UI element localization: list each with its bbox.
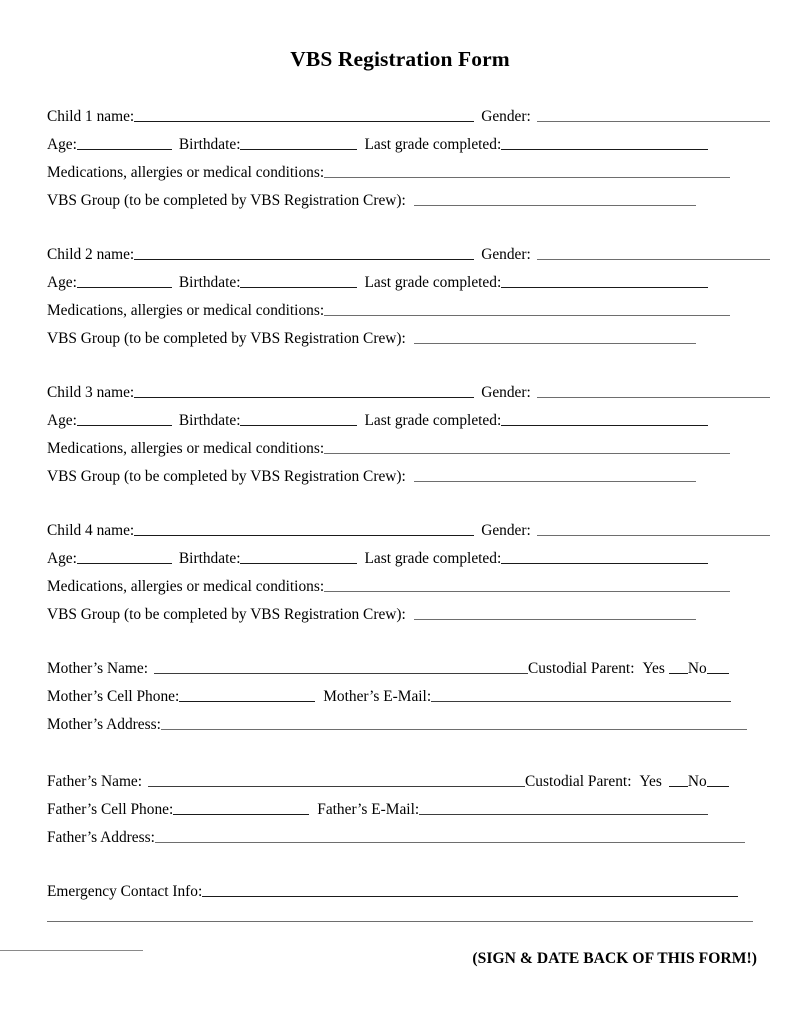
emergency-contact-label: Emergency Contact Info:	[47, 883, 203, 900]
child-1-birthdate-label: Birthdate:	[178, 136, 241, 153]
child-4-medications-field[interactable]	[324, 578, 730, 592]
child-1-vbs-group-row	[47, 190, 753, 212]
mother-custodial-yes-checkbox[interactable]	[669, 660, 688, 674]
child-3-gender-field[interactable]	[537, 384, 770, 398]
child-2-vbs-group-row	[47, 328, 753, 350]
child-4-vbs-group-row	[47, 604, 753, 626]
father-cell-phone-field[interactable]	[173, 801, 309, 815]
page-title: VBS Registration Form	[290, 47, 510, 71]
child-1-age-label: Age:	[47, 136, 77, 153]
mother-cell-phone-row	[47, 686, 753, 708]
father-address-label: Father’s Address:	[47, 829, 155, 846]
father-cell-phone-label: Father’s Cell Phone:	[47, 801, 174, 818]
child-2-vbs-group-field[interactable]	[414, 330, 696, 344]
child-2-age-row	[47, 272, 753, 294]
child-1-name-row	[47, 106, 753, 128]
child-2-name-field[interactable]	[134, 246, 474, 260]
mother-name-row	[47, 658, 753, 680]
father-name-label: Father’s Name:	[47, 773, 143, 790]
child-3-age-row	[47, 410, 753, 432]
father-email-field[interactable]	[419, 801, 708, 815]
child-4-name-row	[47, 520, 753, 542]
father-cell-phone-row	[47, 799, 753, 821]
child-1-medications-row	[47, 162, 753, 184]
child-3-medications-field[interactable]	[324, 440, 730, 454]
child-3-medications-label: Medications, allergies or medical conditions:	[47, 440, 325, 457]
child-4-birthdate-field[interactable]	[240, 550, 357, 564]
child-1-name-label: Child 1 name:	[47, 108, 135, 125]
child-1-last-grade-field[interactable]	[501, 136, 708, 150]
child-3-vbs-group-row	[47, 466, 753, 488]
child-4-age-field[interactable]	[77, 550, 172, 564]
mother-custodial-no-checkbox[interactable]	[707, 660, 729, 674]
child-4-vbs-group-label: VBS Group (to be completed by VBS Registration Crew):	[47, 606, 406, 623]
mother-custodial-label: Custodial Parent:	[528, 660, 635, 677]
child-4-medications-label: Medications, allergies or medical conditions:	[47, 578, 325, 595]
child-3-birthdate-label: Birthdate:	[178, 412, 241, 429]
child-2-birthdate-label: Birthdate:	[178, 274, 241, 291]
mother-address-row	[47, 714, 753, 736]
child-1-medications-field[interactable]	[324, 164, 730, 178]
mother-custodial-no-label: No	[687, 660, 707, 677]
father-custodial-no-checkbox[interactable]	[707, 773, 729, 787]
child-4-gender-field[interactable]	[537, 522, 770, 536]
child-1-medications-label: Medications, allergies or medical conditions:	[47, 164, 325, 181]
father-custodial-yes-checkbox[interactable]	[669, 773, 688, 787]
child-1-vbs-group-label: VBS Group (to be completed by VBS Registration Crew):	[47, 192, 406, 209]
child-2-last-grade-field[interactable]	[501, 274, 708, 288]
child-4-medications-row	[47, 576, 753, 598]
child-2-age-label: Age:	[47, 274, 77, 291]
child-3-last-grade-field[interactable]	[501, 412, 708, 426]
mother-custodial-yes-label: Yes	[642, 660, 665, 677]
child-3-age-field[interactable]	[77, 412, 172, 426]
child-3-vbs-group-field[interactable]	[414, 468, 696, 482]
child-3-gender-label: Gender:	[481, 384, 531, 401]
child-4-name-label: Child 4 name:	[47, 522, 135, 539]
father-custodial-yes-label: Yes	[639, 773, 662, 790]
emergency-contact-field[interactable]	[202, 883, 738, 897]
child-1-last-grade-label: Last grade completed:	[364, 136, 502, 153]
child-3-age-label: Age:	[47, 412, 77, 429]
mother-address-label: Mother’s Address:	[47, 716, 161, 733]
mother-email-field[interactable]	[431, 688, 731, 702]
emergency-contact-continuation-field[interactable]	[47, 921, 753, 922]
father-name-field[interactable]	[148, 773, 525, 787]
child-1-age-field[interactable]	[77, 136, 172, 150]
child-4-birthdate-label: Birthdate:	[178, 550, 241, 567]
father-address-field[interactable]	[155, 829, 745, 843]
child-2-vbs-group-label: VBS Group (to be completed by VBS Registration Crew):	[47, 330, 406, 347]
sign-and-date-notice: (SIGN & DATE BACK OF THIS FORM!)	[472, 950, 757, 967]
child-1-birthdate-field[interactable]	[240, 136, 357, 150]
child-3-birthdate-field[interactable]	[240, 412, 357, 426]
child-2-gender-field[interactable]	[537, 246, 770, 260]
child-1-gender-label: Gender:	[481, 108, 531, 125]
child-4-age-row	[47, 548, 753, 570]
child-3-name-field[interactable]	[134, 384, 474, 398]
child-4-last-grade-field[interactable]	[501, 550, 708, 564]
child-1-name-field[interactable]	[134, 108, 474, 122]
child-2-gender-label: Gender:	[481, 246, 531, 263]
mother-cell-phone-label: Mother’s Cell Phone:	[47, 688, 180, 705]
child-3-name-row	[47, 382, 753, 404]
child-1-age-row	[47, 134, 753, 156]
mother-name-field[interactable]	[154, 660, 528, 674]
emergency-contact-row	[47, 881, 753, 903]
mother-address-field[interactable]	[161, 716, 747, 730]
child-2-medications-field[interactable]	[324, 302, 730, 316]
father-email-label: Father’s E-Mail:	[317, 801, 420, 818]
child-2-medications-label: Medications, allergies or medical conditions:	[47, 302, 325, 319]
child-2-last-grade-label: Last grade completed:	[364, 274, 502, 291]
child-2-age-field[interactable]	[77, 274, 172, 288]
mother-email-label: Mother’s E-Mail:	[323, 688, 432, 705]
mother-cell-phone-field[interactable]	[179, 688, 315, 702]
child-4-age-label: Age:	[47, 550, 77, 567]
child-1-gender-field[interactable]	[537, 108, 770, 122]
father-custodial-label: Custodial Parent:	[525, 773, 632, 790]
mother-name-label: Mother’s Name:	[47, 660, 149, 677]
child-3-vbs-group-label: VBS Group (to be completed by VBS Registration Crew):	[47, 468, 406, 485]
father-address-row	[47, 827, 753, 849]
child-1-vbs-group-field[interactable]	[414, 192, 696, 206]
child-3-name-label: Child 3 name:	[47, 384, 135, 401]
child-4-name-field[interactable]	[134, 522, 474, 536]
child-3-last-grade-label: Last grade completed:	[364, 412, 502, 429]
child-4-vbs-group-field[interactable]	[414, 606, 696, 620]
child-2-medications-row	[47, 300, 753, 322]
father-name-row	[47, 771, 753, 793]
child-4-last-grade-label: Last grade completed:	[364, 550, 502, 567]
child-3-medications-row	[47, 438, 753, 460]
child-2-birthdate-field[interactable]	[240, 274, 357, 288]
child-4-gender-label: Gender:	[481, 522, 531, 539]
father-custodial-no-label: No	[687, 773, 707, 790]
child-2-name-row	[47, 244, 753, 266]
child-2-name-label: Child 2 name:	[47, 246, 135, 263]
